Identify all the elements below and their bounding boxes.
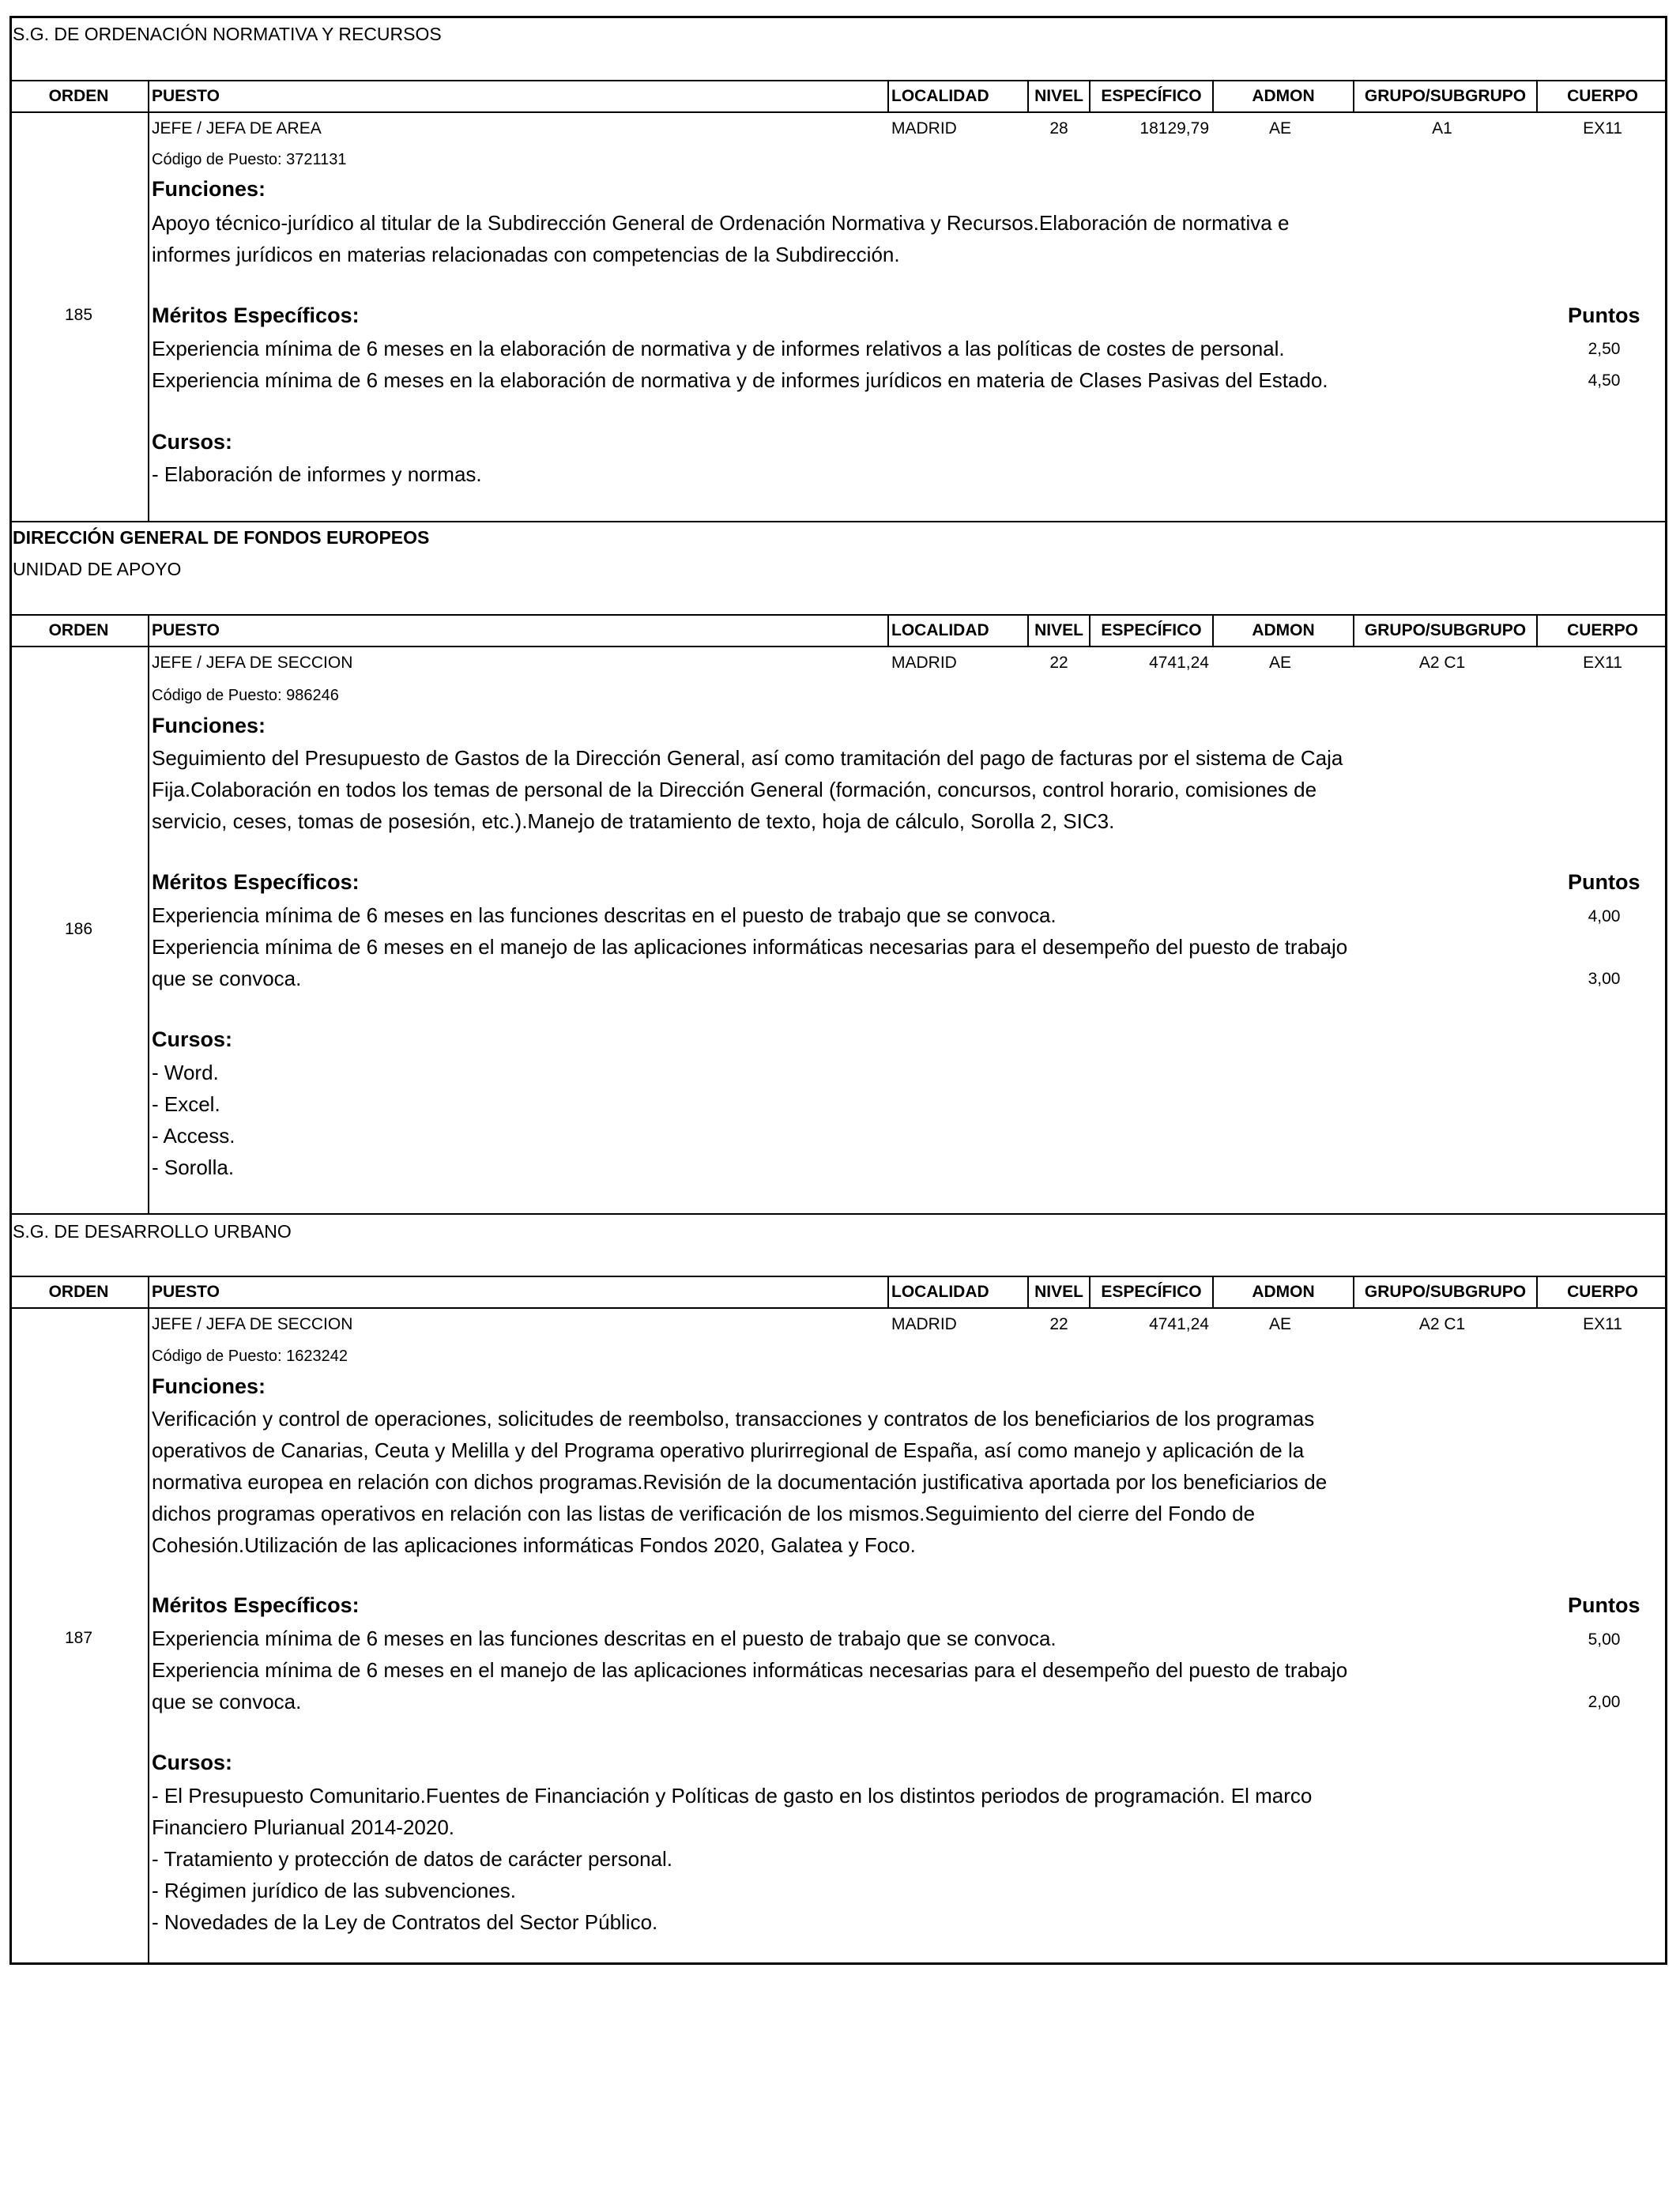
col-puesto: PUESTO (152, 87, 220, 105)
funciones-text: Seguimiento del Presupuesto de Gastos de la Dirección General, así como tramitación del pago de facturas por el sistema de Caja Fija.Colaboración en todos los temas de personal de la Dirección General (formación, concursos, control horario, comisiones de servicio, ceses, tomas de posesión, etc.).Manejo de tratamiento de texto, hoja de cálculo, Sorolla 2, SIC3. (152, 746, 1343, 833)
cursos-text: - Word. - Excel. - Access. - Sorolla. (152, 1061, 235, 1179)
admon-value: AE (1269, 119, 1292, 138)
funciones-text: Verificación y control de operaciones, solicitudes de reembolso, transacciones y contratos de los beneficiarios de los programas operativos de Canarias, Ceuta y Melilla y del Programa operativo plurirregional de España, así como manejo y aplicación de la normativa europea en relación con dichos programas.Revisión de la documentación justificativa aportada por los beneficiarios de dichos programas operativos en relación con las listas de verificación de los mismos.Seguimiento del cierre del Fondo de Cohesión.Utilización de las aplicaciones informáticas Fondos 2020, Galatea y Foco. (152, 1407, 1328, 1557)
grupo-value: A1 (1432, 119, 1452, 138)
col-orden: ORDEN (48, 87, 109, 105)
divider (1212, 1276, 1214, 1307)
section-title: DIRECCIÓN GENERAL DE FONDOS EUROPEOS (13, 527, 430, 548)
divider (1212, 614, 1214, 646)
divider (9, 1276, 1667, 1277)
cursos-label: Cursos: (152, 1751, 233, 1774)
divider (1027, 80, 1029, 111)
col-orden: ORDEN (48, 621, 109, 639)
divider (148, 80, 149, 522)
codigo-puesto: Código de Puesto: 1623242 (152, 1348, 348, 1365)
meritos-label: Méritos Específicos: (152, 870, 360, 894)
meritos-text: Experiencia mínima de 6 meses en las funciones descritas en el puesto de trabajo que se convoca. Experiencia mínima de 6 meses en el manejo de las aplicaciones informáticas necesarias para el desempeño del puesto de trabajo que se convoca. (152, 903, 1348, 990)
puesto-value: JEFE / JEFA DE AREA (152, 119, 322, 138)
divider (1089, 80, 1090, 111)
col-grupo: GRUPO/SUBGRUPO (1364, 87, 1527, 105)
especifico-value: 4741,24 (1149, 1315, 1209, 1333)
cuerpo-value: EX11 (1583, 1315, 1622, 1333)
nivel-value: 22 (1049, 654, 1068, 672)
col-admon: ADMON (1252, 621, 1315, 639)
localidad-value: MADRID (891, 1315, 957, 1333)
puntos-value: 3,00 (1588, 970, 1621, 988)
divider (148, 1276, 149, 1965)
meritos-label: Méritos Específicos: (152, 303, 360, 327)
section-subtitle: UNIDAD DE APOYO (13, 559, 182, 579)
col-puesto: PUESTO (152, 1283, 220, 1301)
localidad-value: MADRID (891, 654, 957, 672)
divider (1089, 1276, 1090, 1307)
nivel-value: 28 (1049, 119, 1068, 138)
funciones-label: Funciones: (152, 177, 266, 201)
puesto-value: JEFE / JEFA DE SECCION (152, 1315, 353, 1333)
orden-value: 187 (64, 1629, 93, 1647)
meritos-text: Experiencia mínima de 6 meses en la elaboración de normativa y de informes relativos a las políticas de costes de personal. Experiencia mínima de 6 meses en la elaboración de normativa y de informes jurídicos en materia de Clases Pasivas del Estado. (152, 337, 1328, 392)
codigo-puesto: Código de Puesto: 3721131 (152, 151, 347, 168)
orden-value: 186 (64, 920, 93, 938)
meritos-text: Experiencia mínima de 6 meses en las funciones descritas en el puesto de trabajo que se convoca. Experiencia mínima de 6 meses en el manejo de las aplicaciones informáticas necesarias para el desempeño del puesto de trabajo que se convoca. (152, 1627, 1348, 1713)
col-localidad: LOCALIDAD (891, 87, 989, 105)
divider (1089, 614, 1090, 646)
col-especifico: ESPECÍFICO (1101, 87, 1202, 105)
cursos-label: Cursos: (152, 1027, 233, 1051)
col-admon: ADMON (1252, 1283, 1315, 1301)
especifico-value: 18129,79 (1139, 119, 1209, 138)
divider (9, 1213, 1667, 1215)
divider (9, 614, 1667, 616)
col-localidad: LOCALIDAD (891, 1283, 989, 1301)
divider (9, 1307, 1667, 1309)
funciones-label: Funciones: (152, 714, 266, 737)
divider (1353, 80, 1354, 111)
divider (9, 80, 1667, 81)
puntos-value: 4,00 (1588, 907, 1621, 925)
divider (1536, 1276, 1538, 1307)
col-cuerpo: CUERPO (1567, 87, 1638, 105)
cursos-text: - El Presupuesto Comunitario.Fuentes de Financiación y Políticas de gasto en los distintos periodos de programación. El marco Financiero Plurianual 2014-2020. - Tratamiento y protección de datos de carácter personal. - Régimen jurídico de las subvenciones. - Novedades de la Ley de Contratos del Sector Público. (152, 1784, 1313, 1934)
col-nivel: NIVEL (1034, 87, 1083, 105)
divider (1027, 614, 1029, 646)
puesto-value: JEFE / JEFA DE SECCION (152, 654, 353, 672)
divider (9, 521, 1667, 522)
divider (1027, 1276, 1029, 1307)
col-grupo: GRUPO/SUBGRUPO (1364, 621, 1527, 639)
funciones-label: Funciones: (152, 1374, 266, 1398)
orden-value: 185 (64, 306, 93, 324)
divider (1353, 614, 1354, 646)
codigo-puesto: Código de Puesto: 986246 (152, 687, 339, 704)
cursos-label: Cursos: (152, 430, 233, 454)
localidad-value: MADRID (891, 119, 957, 138)
admon-value: AE (1269, 654, 1292, 672)
col-puesto: PUESTO (152, 621, 220, 639)
grupo-value: A2 C1 (1418, 654, 1466, 672)
puntos-value: 4,50 (1588, 371, 1621, 390)
section-title: S.G. DE DESARROLLO URBANO (13, 1221, 292, 1242)
divider (887, 1276, 889, 1307)
divider (148, 614, 149, 1213)
admon-value: AE (1269, 1315, 1292, 1333)
puntos-label: Puntos (1568, 870, 1640, 894)
col-cuerpo: CUERPO (1567, 1283, 1638, 1301)
puntos-label: Puntos (1568, 1593, 1640, 1617)
cuerpo-value: EX11 (1583, 654, 1622, 672)
divider (1536, 80, 1538, 111)
col-admon: ADMON (1252, 87, 1315, 105)
cuerpo-value: EX11 (1583, 119, 1622, 138)
col-orden: ORDEN (48, 1283, 109, 1301)
col-cuerpo: CUERPO (1567, 621, 1638, 639)
divider (9, 111, 1667, 113)
divider (9, 646, 1667, 647)
puntos-value: 5,00 (1588, 1630, 1621, 1649)
divider (1212, 80, 1214, 111)
puntos-value: 2,50 (1588, 340, 1621, 358)
divider (1536, 614, 1538, 646)
col-nivel: NIVEL (1034, 1283, 1083, 1301)
funciones-text: Apoyo técnico-jurídico al titular de la Subdirección General de Ordenación Normativa y Recursos.Elaboración de normativa e informes jurídicos en materias relacionadas con competencias de la Subdirección. (152, 211, 1290, 266)
col-grupo: GRUPO/SUBGRUPO (1364, 1283, 1527, 1301)
puntos-value: 2,00 (1588, 1693, 1621, 1711)
nivel-value: 22 (1049, 1315, 1068, 1333)
meritos-label: Méritos Específicos: (152, 1593, 360, 1617)
especifico-value: 4741,24 (1149, 654, 1209, 672)
cursos-text: - Elaboración de informes y normas. (152, 462, 482, 486)
col-nivel: NIVEL (1034, 621, 1083, 639)
grupo-value: A2 C1 (1418, 1315, 1466, 1333)
divider (887, 80, 889, 111)
col-especifico: ESPECÍFICO (1101, 621, 1202, 639)
col-localidad: LOCALIDAD (891, 621, 989, 639)
col-especifico: ESPECÍFICO (1101, 1283, 1202, 1301)
section-title: S.G. DE ORDENACIÓN NORMATIVA Y RECURSOS (13, 24, 442, 44)
divider (887, 614, 889, 646)
puntos-label: Puntos (1568, 303, 1640, 327)
divider (1353, 1276, 1354, 1307)
